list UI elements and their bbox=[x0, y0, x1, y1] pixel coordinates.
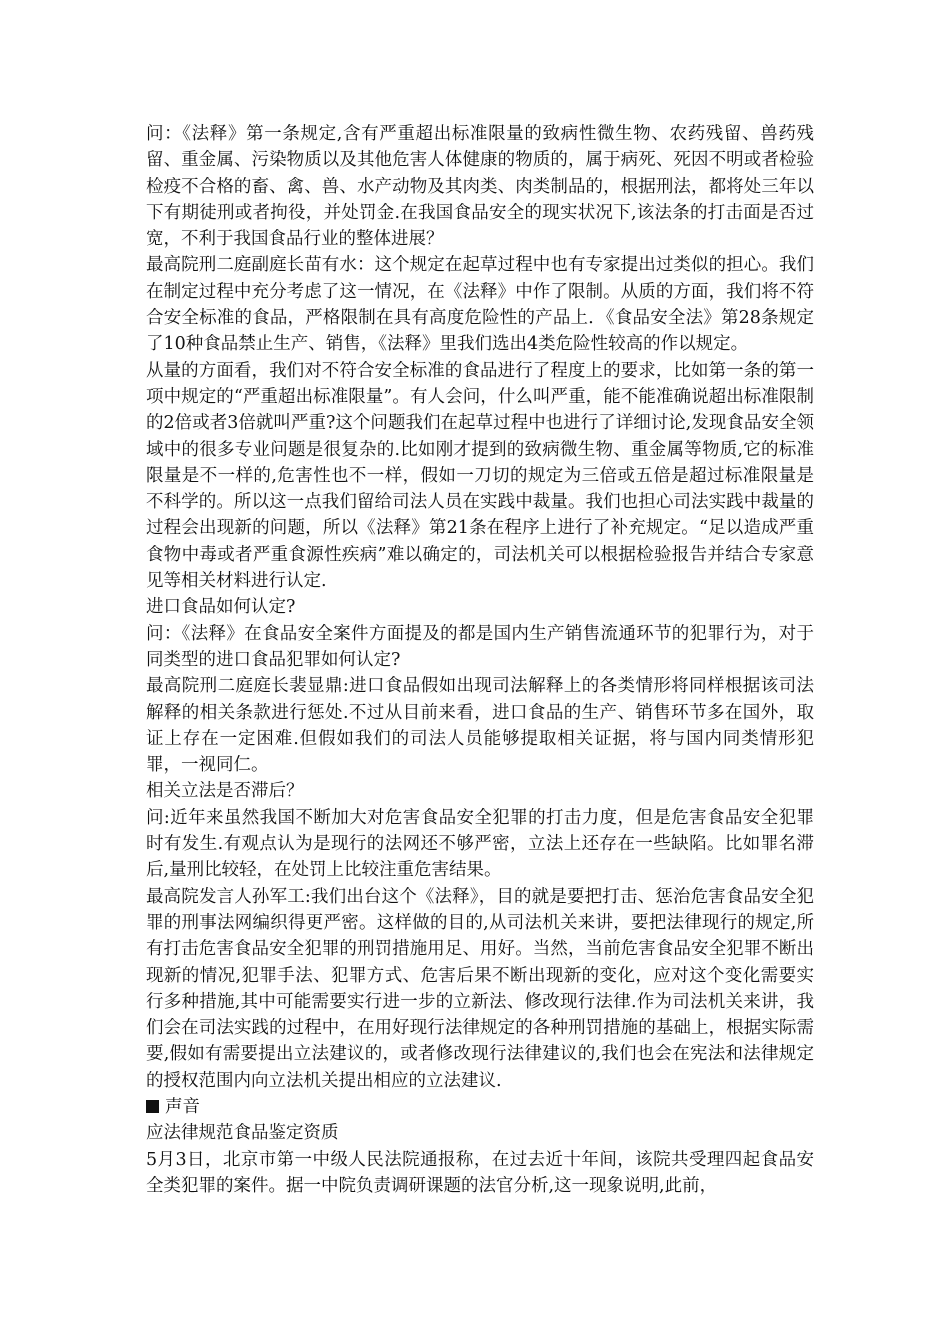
paragraph-question-2: 问：《法释》在食品安全案件方面提及的都是国内生产销售流通环节的犯罪行为，对于同类型的进口食品犯罪如何认定? bbox=[146, 623, 814, 670]
paragraph-question-3: 问:近年来虽然我国不断加大对危害食品安全犯罪的打击力度，但是危害食品安全犯罪时有发生.有观点认为是现行的法网还不够严密，立法上还存在一些缺陷。比如罪名滞后,量刑比较轻，在处罚上比较注重危害结果。 bbox=[146, 807, 814, 881]
square-bullet-icon bbox=[146, 1100, 159, 1113]
paragraph-question-1: 问：《法释》第一条规定,含有严重超出标准限量的致病性微生物、农药残留、兽药残留、重金属、污染物质以及其他危害人体健康的物质的，属于病死、死因不明或者检验检疫不合格的畜、禽、兽、水产动物及其肉类、肉类制品的，根据刑法，都将处三年以下有期徒刑或者拘役，并处罚金.在我国食品安全的现实状况下,该法条的打击面是否过宽，不利于我国食品行业的整体进展？ bbox=[146, 124, 814, 250]
paragraph-answer-1-cont: 从量的方面看，我们对不符合安全标准的食品进行了程度上的要求，比如第一条的第一项中规定的“严重超出标准限量”。有人会问，什么叫严重，能不能准确说超出标准限制的2倍或者3倍就叫严重?这个问题我们在起草过程中也进行了详细讨论,发现食品安全领域中的很多专业问题是很复杂的.比如刚才提到的致病微生物、重金属等物质,它的标准限量是不一样的,危害性也不一样，假如一刀切的规定为三倍或五倍是超过标准限量是不科学的。所以这一点我们留给司法人员在实践中裁量。我们也担心司法实践中裁量的过程会出现新的问题，所以《法释》第21条在程序上进行了补充规定。“足以造成严重食物中毒或者严重食源性疾病”难以确定的，司法机关可以根据检验报告并结合专家意见等相关材料进行认定. bbox=[146, 360, 814, 592]
document-body bbox=[146, 121, 814, 1199]
paragraph-answer-3: 最高院发言人孙军工:我们出台这个《法释》，目的就是要把打击、惩治危害食品安全犯罪的刑事法网编织得更严密。这样做的目的,从司法机关来讲，要把法律现行的规定,所有打击危害食品安全犯罪的刑罚措施用足、用好。当然，当前危害食品安全犯罪不断出现新的情况,犯罪手法、犯罪方式、危害后果不断出现新的变化，应对这个变化需要实行多种措施,其中可能需要实行进一步的立新法、修改现行法律.作为司法机关来讲，我们会在司法实践的过程中，在用好现行法律规定的各种刑罚措施的基础上，根据实际需要,假如有需要提出立法建议的，或者修改现行法律建议的,我们也会在宪法和法律规定的授权范围内向立法机关提出相应的立法建议. bbox=[146, 886, 814, 1091]
paragraph-final: 5月3日，北京市第一中级人民法院通报称，在过去近十年间，该院共受理四起食品安全类犯罪的案件。据一中院负责调研课题的法官分析,这一现象说明,此前， bbox=[146, 1149, 814, 1196]
section-heading bbox=[146, 1094, 814, 1120]
sub-heading: 应法律规范食品鉴定资质 bbox=[146, 1123, 339, 1144]
paragraph-answer-1: 最高院刑二庭副庭长苗有水：这个规定在起草过程中也有专家提出过类似的担心。我们在制定过程中充分考虑了这一情况，在《法释》中作了限制。从质的方面，我们将不符合安全标准的食品，严格限制在具有高度危险性的产品上．《食品安全法》第28条规定了10种食品禁止生产、销售，《法释》里我们选出4类危险性较高的作以规定。 bbox=[146, 255, 814, 355]
subheading-imported-food: 进口食品如何认定? bbox=[146, 597, 296, 618]
paragraph-answer-2: 最高院刑二庭庭长裴显鼎:进口食品假如出现司法解释上的各类情形将同样根据该司法解释的相关条款进行惩处.不过从目前来看，进口食品的生产、销售环节多在国外，取证上存在一定困难.但假如我们的司法人员能够提取相关证据，将与国内同类情形犯罪，一视同仁。 bbox=[146, 676, 814, 776]
subheading-legislation: 相关立法是否滞后？ bbox=[146, 781, 304, 802]
section-heading-text: 声音 bbox=[165, 1096, 200, 1117]
